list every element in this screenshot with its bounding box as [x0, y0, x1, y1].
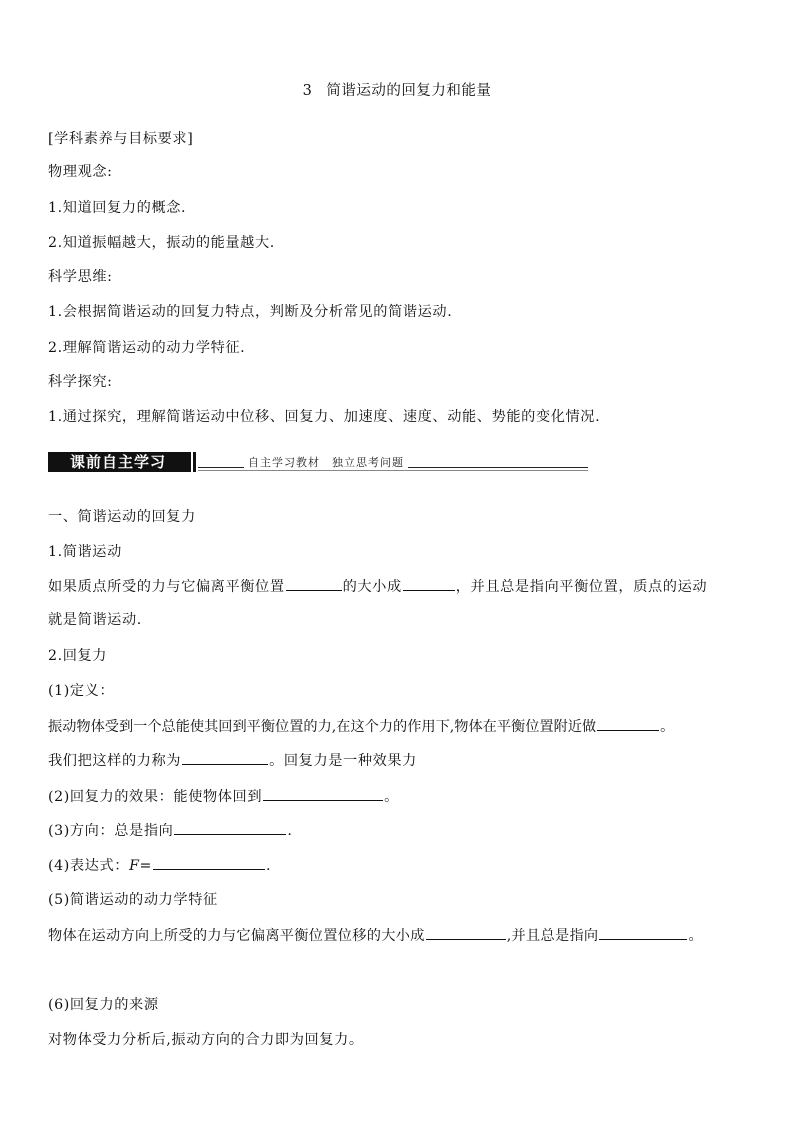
section-heading: 一、简谐运动的回复力 — [48, 509, 196, 525]
fill-in-line: (2)回复力的效果：能使物体回到 。 — [48, 786, 399, 807]
subsection-title: 2.回复力 — [48, 648, 108, 664]
fill-in-line: 振动物体受到一个总能使其回到平衡位置的力,在这个力的作用下,物体在平衡位置附近做 。 — [48, 716, 674, 737]
scientific-thinking-label: 科学思维: — [48, 269, 113, 285]
objective-item: 2.理解简谐运动的动力学特征. — [48, 340, 246, 356]
objective-item: 1.知道回复力的概念. — [48, 200, 187, 216]
section-banner — [48, 452, 588, 474]
fill-in-line: (4)表达式：F= . — [48, 855, 271, 876]
fill-in-line: 我们把这样的力称为 。回复力是一种效果力 — [48, 750, 417, 771]
fill-in-line: (3)方向：总是指向 . — [48, 820, 293, 841]
subsection-title: (6)回复力的来源 — [48, 997, 159, 1013]
page-title — [0, 79, 794, 100]
objective-item: 2.知道振幅越大，振动的能量越大. — [48, 235, 275, 251]
section-number: 3 — [302, 83, 313, 99]
subsection-title: (5)简谐运动的动力学特征 — [48, 892, 218, 908]
subsection-title: 1.简谐运动 — [48, 544, 122, 560]
force-variable: F — [129, 858, 140, 874]
answer-blank[interactable] — [263, 786, 383, 801]
answer-blank[interactable] — [426, 925, 506, 940]
scientific-inquiry-label: 科学探究: — [48, 374, 113, 390]
fill-in-line: 如果质点所受的力与它偏离平衡位置 的大小成 ，并且总是指向平衡位置，质点的运动 — [48, 576, 707, 597]
objectives-header: [学科素养与目标要求] — [48, 131, 194, 147]
answer-blank[interactable] — [182, 750, 268, 765]
banner-subtitle: 自主学习教材 独立思考问题 — [244, 454, 408, 470]
title-text: 简谐运动的回复力和能量 — [326, 83, 492, 99]
answer-blank[interactable] — [153, 855, 265, 870]
paragraph-line: 就是简谐运动. — [48, 612, 142, 628]
answer-blank[interactable] — [597, 716, 659, 731]
physics-concept-label: 物理观念: — [48, 164, 113, 180]
paragraph-line: 对物体受力分析后,振动方向的合力即为回复力。 — [48, 1032, 364, 1048]
objective-item: 1.会根据简谐运动的回复力特点，判断及分析常见的简谐运动. — [48, 304, 453, 320]
fill-in-line: 物体在运动方向上所受的力与它偏离平衡位置位移的大小成 ,并且总是指向 。 — [48, 925, 703, 946]
answer-blank[interactable] — [174, 820, 286, 835]
banner-label: 课前自主学习 — [48, 452, 188, 472]
answer-blank[interactable] — [403, 576, 455, 591]
answer-blank[interactable] — [286, 576, 342, 591]
definition-label: (1)定义： — [48, 683, 115, 699]
objective-item: 1.通过探究，理解简谐运动中位移、回复力、加速度、速度、动能、势能的变化情况. — [48, 409, 601, 425]
answer-blank[interactable] — [599, 925, 687, 940]
